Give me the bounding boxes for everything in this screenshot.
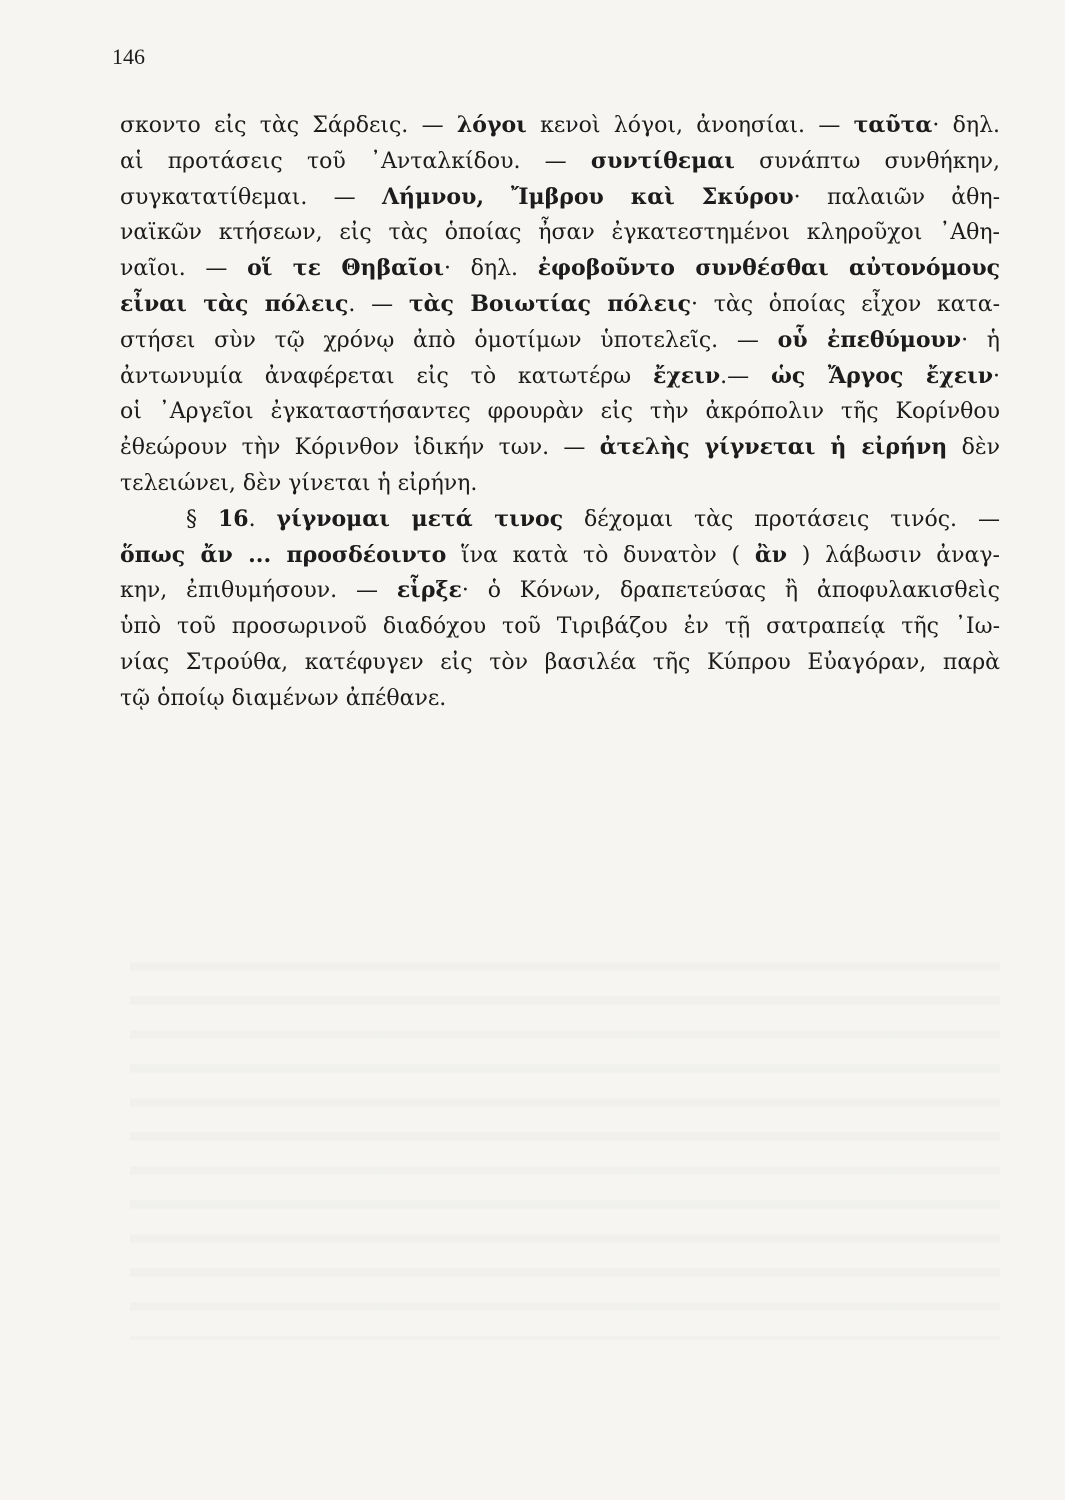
text-run: ναϊκῶν κτήσεων, εἰς τὰς ὁποίας ἦσαν ἐγκατεστημένοι κληροῦχοι ᾿Αθη- — [120, 220, 1000, 246]
commentary-text — [120, 108, 1000, 717]
text-run: .— — [720, 363, 771, 389]
text-line — [120, 430, 1000, 466]
text-line — [120, 180, 1000, 216]
show-through-texture — [130, 940, 1000, 1340]
bold-term: Λήμνου, Ἴμβρου καὶ Σκύρου — [381, 183, 794, 210]
text-line — [120, 394, 1000, 430]
text-line — [120, 144, 1000, 180]
page-number: 146 — [112, 44, 145, 69]
text-run: ναῖοι. — — [120, 256, 248, 282]
text-run: κενοὶ λόγοι, ἀνοησίαι. — — [526, 113, 854, 138]
text-run: · — [993, 363, 1000, 389]
bold-term: ὡς Ἄργος ἔχειν — [770, 362, 993, 389]
text-line — [120, 681, 1000, 717]
bold-term: συντίθεμαι — [590, 147, 735, 174]
text-run: · ἡ — [961, 327, 1000, 353]
text-run: ἀντωνυμία ἀναφέρεται εἰς τὸ κατωτέρω — [120, 363, 653, 389]
bold-term: τὰς Βοιωτίας πόλεις — [408, 290, 691, 317]
text-run: · δηλ. — [443, 256, 538, 282]
text-line — [120, 251, 1000, 287]
bold-term: ἐφοβοῦντο συνθέσθαι αὐτονόμους — [537, 255, 1000, 282]
section-heading-line — [120, 502, 1000, 538]
text-run: ὑπὸ τοῦ προσωρινοῦ διαδόχου τοῦ Τιριβάζου ἐν τῇ σατραπείᾳ τῆς ᾿Ιω- — [120, 614, 1000, 640]
text-run: ἵνα κατὰ τὸ δυνατὸν ( — [446, 542, 755, 568]
text-run: οἱ ᾿Αργεῖοι ἐγκαταστήσαντες φρουρὰν εἰς τὴν ἀκρόπολιν τῆς Κορίνθου — [120, 399, 1000, 425]
bold-term: εἶναι τὰς πόλεις — [120, 290, 349, 317]
text-run: ἐθεώρουν τὴν Κόρινθον ἰδικήν των. — — [120, 435, 600, 461]
bold-term: οἵ τε Θηβαῖοι — [247, 255, 444, 282]
text-line — [120, 287, 1000, 323]
text-run: § — [186, 506, 218, 532]
text-line — [120, 609, 1000, 645]
bold-term: 16 — [217, 505, 249, 532]
text-run: κην, ἐπιθυμήσουν. — — [120, 578, 397, 604]
bold-term: γίγνομαι μετά τινος — [276, 505, 564, 532]
text-line — [120, 645, 1000, 681]
text-run: τελειώνει, δὲν γίνεται ἡ εἰρήνη. — [120, 470, 478, 496]
text-run: . — — [348, 291, 409, 317]
text-line — [120, 466, 1000, 502]
bold-term: ὅπως ἄν ... προσδέοιντο — [120, 541, 447, 568]
text-line — [120, 573, 1000, 609]
text-run: · τὰς ὁποίας εἶχον κατα- — [690, 291, 1000, 317]
bold-term: ἂν — [754, 541, 788, 568]
text-run: · δηλ. — [932, 113, 1000, 138]
text-run: · παλαιῶν ἀθη- — [793, 184, 1000, 210]
text-run: σκοντο εἰς τὰς Σάρδεις. — — [120, 113, 457, 138]
bold-term: ταῦτα — [853, 112, 933, 138]
text-run: ) λάβωσιν ἀναγ- — [787, 542, 1000, 568]
text-line — [120, 108, 1000, 144]
bold-term: λόγοι — [456, 112, 527, 138]
text-run: συγκατατίθεμαι. — — [120, 184, 382, 210]
bold-term: εἷρξε — [396, 577, 462, 604]
text-run: · ὁ Κόνων, δραπετεύσας ἢ ἀποφυλακισθεὶς — [461, 578, 1000, 604]
text-line — [120, 323, 1000, 359]
text-run: . — [248, 506, 277, 532]
text-run: δέχομαι τὰς προτάσεις τινός. — — [563, 506, 1000, 532]
bold-term: οὗ ἐπεθύμουν — [777, 326, 962, 353]
text-line — [120, 215, 1000, 251]
text-line — [120, 538, 1000, 574]
text-run: νίας Στρούθα, κατέφυγεν εἰς τὸν βασιλέα τῆς Κύπρου Εὐαγόραν, παρὰ — [120, 649, 1000, 675]
text-run: στήσει σὺν τῷ χρόνῳ ἀπὸ ὁμοτίμων ὑποτελεῖς. — — [120, 327, 778, 353]
bold-term: ἔχειν — [652, 362, 721, 389]
text-run: αἱ προτάσεις τοῦ ᾿Ανταλκίδου. — — [120, 148, 591, 174]
text-run: τῷ ὁποίῳ διαμένων ἀπέθανε. — [120, 685, 447, 711]
text-run: συνάπτω συνθήκην, — [734, 148, 1000, 174]
bold-term: ἀτελὴς γίγνεται ἡ εἰρήνη — [599, 434, 948, 461]
text-run: δὲν — [947, 435, 1000, 461]
text-line — [120, 359, 1000, 395]
